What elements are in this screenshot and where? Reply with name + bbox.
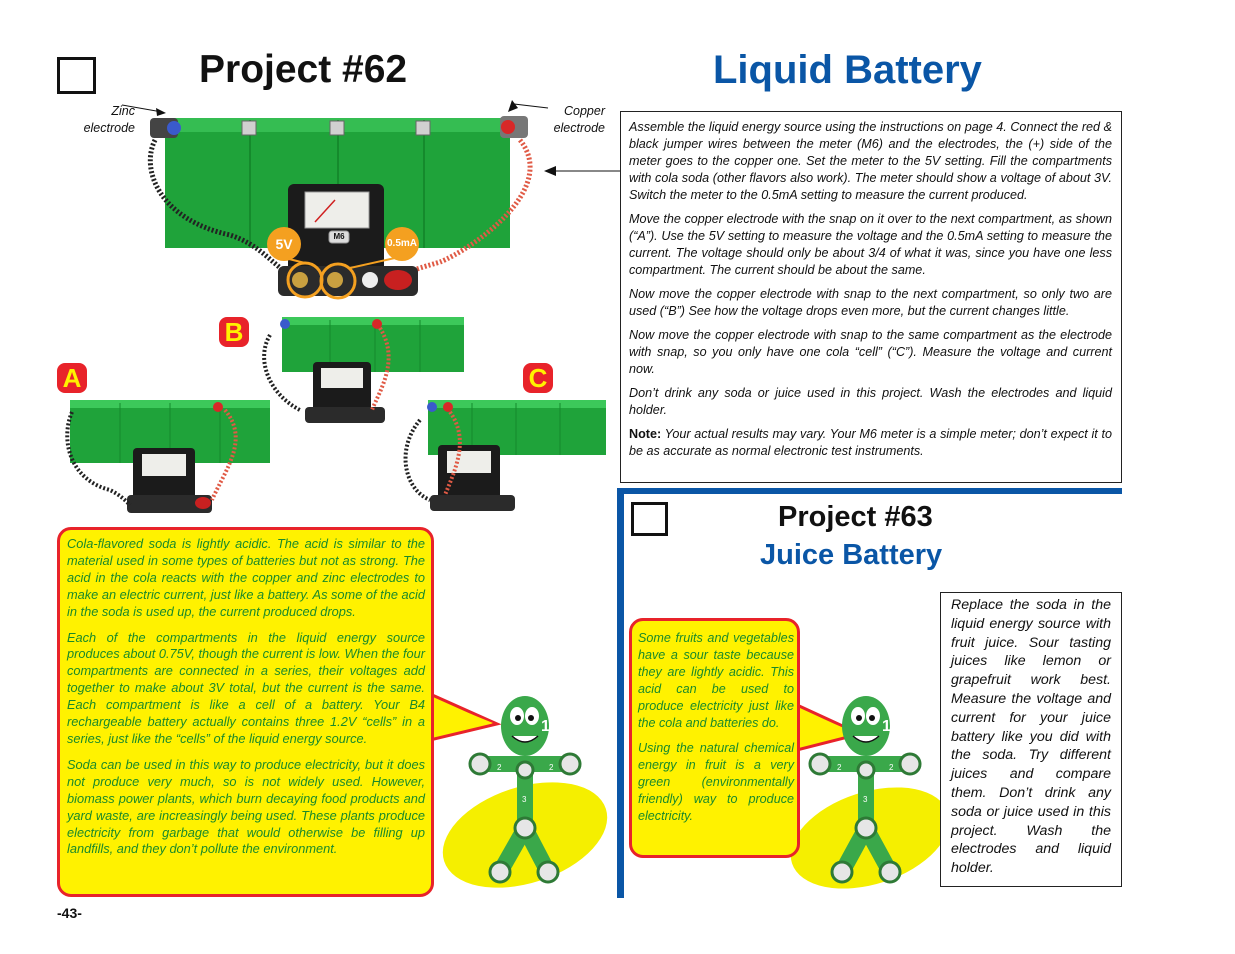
- mascot-right-digit-3: 3: [863, 795, 868, 804]
- callout-paragraph: Each of the compartments in the liquid energy source produces about 0.75V, though the current is low. When the four compartments are connected in a series, their voltages add together to make about 3V total, but the current is the same. Each compartment is like a cell of a battery. Your B4 rechargeable battery actually contains three 1.2V “cells” in a series, just like the “cells” of the liquid energy source.: [67, 629, 425, 746]
- project-63-divider-top: [617, 488, 1122, 494]
- copper-label-line2: electrode: [553, 121, 605, 135]
- mascot-right-digit-2a: 2: [837, 763, 842, 772]
- instruction-paragraph: Move the copper electrode with the snap on it over to the next compartment, as shown (“A”). Use the 5V setting to measure the voltage and the 0.5mA setting to measure the current. The voltage should only be about 3/4 of what it was, since you have one less compartment. The current should be about the same.: [629, 212, 1112, 277]
- project-62-title: Project #62: [199, 48, 408, 91]
- mascot-right-digit-2b: 2: [889, 763, 894, 772]
- note-label: Note:: [629, 427, 662, 441]
- project-63-callout: [629, 618, 800, 858]
- project-63-instructions-text: Replace the soda in the liquid energy source with fruit juice. Sour tasting juices like lemon or grapefruit work best. Measure the voltage and current for your juice battery like you did with the soda. Try different juices and compare them. Don’t drink any soda or juice used in this project. Wash the electrodes and liquid holder.: [951, 597, 1111, 877]
- mascot-left-digit-2b: 2: [549, 763, 554, 772]
- callout-paragraph: Soda can be used in this way to produce electricity, but it does not produce very much, so is not widely used. However, biomass power plants, which burn decaying food products and yard waste, are increasingly being used. These plants produce electricity from garbage that would otherwise be filling up landfills, and they don’t pollute the environment.: [67, 756, 425, 857]
- project-62-instructions: [620, 111, 1122, 483]
- meter-5v-label: 5V: [275, 236, 293, 252]
- mascot-left-digit-1: 1: [541, 718, 550, 735]
- mascot-right-digit-1: 1: [882, 718, 891, 735]
- instruction-paragraph: Now move the copper electrode with snap to the same compartment as the electrode with snap, so you only have one cola “cell” (“C”). Measure the voltage and current now.: [629, 328, 1112, 376]
- project-63-instructions: [940, 592, 1122, 887]
- copper-label-line1: Copper: [564, 104, 605, 118]
- tray-c: [406, 400, 606, 511]
- copper-pointer: [508, 100, 548, 112]
- project-63-checkbox[interactable]: [631, 502, 668, 536]
- callout-paragraph: Using the natural chemical energy in fruit is a very green (environmentally friendly) way to produce electricity.: [638, 741, 794, 824]
- badge-a: A: [57, 363, 87, 393]
- instruction-paragraph: Don’t drink any soda or juice used in this project. Wash the electrodes and liquid holder.: [629, 386, 1112, 417]
- zinc-label-line1: Zinc: [111, 104, 135, 118]
- note-text: Your actual results may vary. Your M6 meter is a simple meter; don’t expect it to be as accurate as normal electronic test instruments.: [629, 427, 1112, 458]
- page-number: -43-: [57, 905, 82, 921]
- meter-05ma-label: 0.5mA: [386, 238, 417, 249]
- instructions-arrow: [544, 166, 620, 176]
- project-63-divider-left: [617, 488, 624, 898]
- note-paragraph: [629, 426, 1112, 460]
- mascot-left-digit-3: 3: [522, 795, 527, 804]
- zinc-pointer: [122, 105, 166, 116]
- project-63-title: Project #63: [778, 501, 933, 533]
- badge-b: B: [219, 317, 249, 347]
- instruction-paragraph: Now move the copper electrode with snap to the next compartment, so only two are used (“B”) See how the voltage drops even more, but the current changes little.: [629, 287, 1112, 318]
- callout-paragraph: Some fruits and vegetables have a sour taste because they are lightly acidic. This acid can be used to produce electricity just like the cola and batteries do.: [638, 631, 794, 730]
- project-63-subtitle: Juice Battery: [760, 539, 943, 571]
- instruction-paragraph: Assemble the liquid energy source using the instructions on page 4. Connect the red & black jumper wires between the meter (M6) and the electrodes, the (+) side of the meter goes to the copper one. Set the meter to the 5V setting. Fill the compartments with cola soda (other flavors also work). The meter should show a voltage of about 3V. Switch the meter to the 0.5mA setting to measure the current produced.: [629, 120, 1112, 202]
- project-62-subtitle: Liquid Battery: [713, 48, 982, 92]
- project-62-callout: [57, 527, 434, 897]
- badge-c: C: [523, 363, 553, 393]
- mascot-left-digit-2a: 2: [497, 763, 502, 772]
- zinc-label-line2: electrode: [83, 121, 135, 135]
- callout-paragraph: Cola-flavored soda is lightly acidic. The acid is similar to the material used in some types of batteries but not as strong. The acid in the cola reacts with the copper and zinc electrodes to make an electric current, just like a battery. As some of the acid in the soda is used up, the current produced drops.: [67, 536, 425, 619]
- tray-a: [67, 400, 270, 513]
- meter-m6-label: M6: [333, 232, 345, 241]
